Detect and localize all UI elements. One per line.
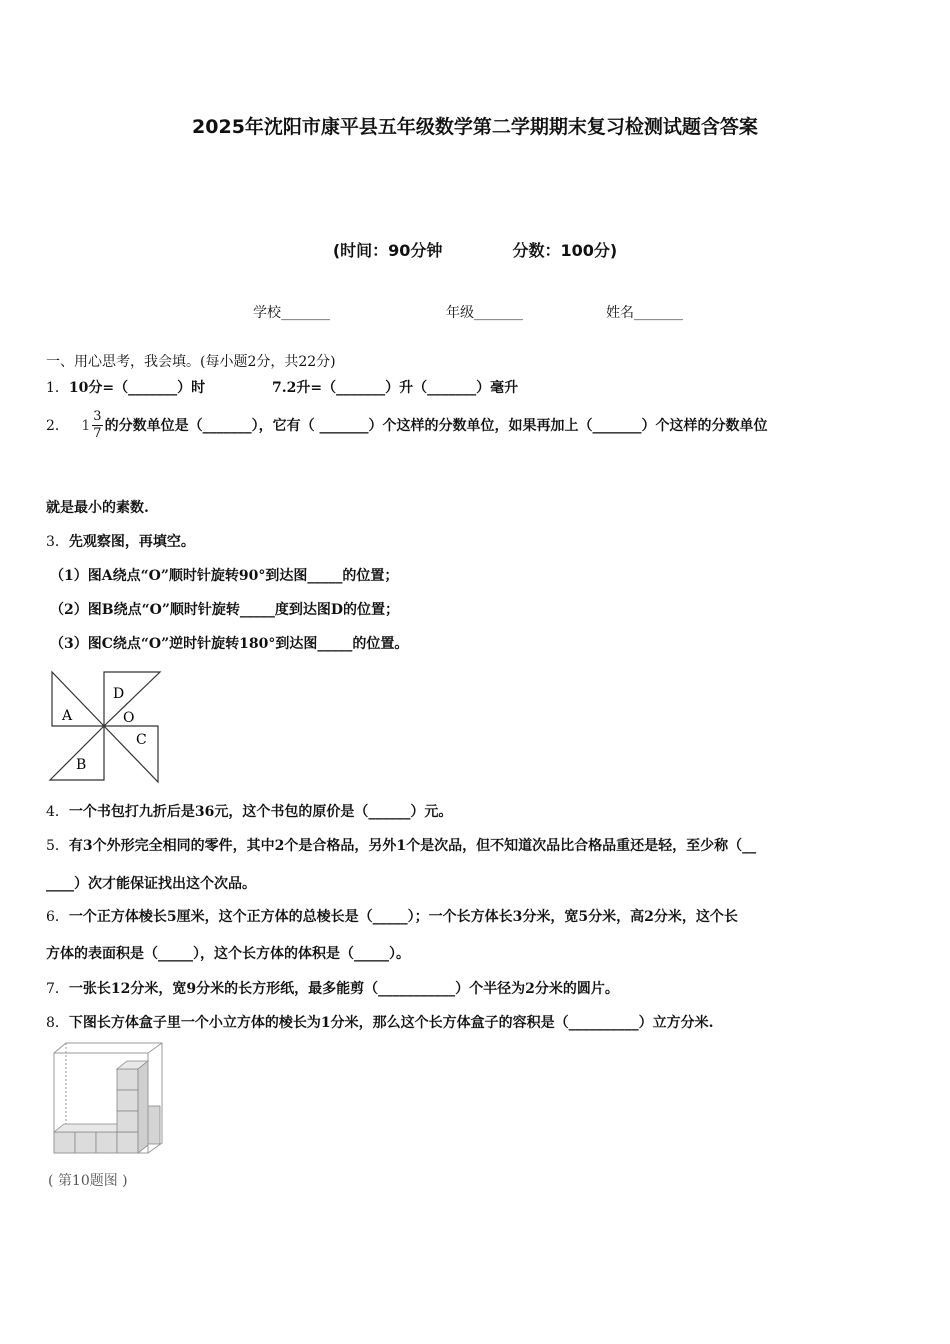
- exam-meta: [0, 238, 950, 261]
- question-number: 7．: [46, 981, 69, 997]
- q3-sub-3: （3）图C绕点“O”逆时针旋转180°到达图_____的位置。: [50, 636, 409, 652]
- question-1: [46, 377, 205, 397]
- question-4: [46, 801, 452, 821]
- name-field: 姓名_______: [606, 305, 683, 321]
- mixed-whole: 1: [81, 417, 91, 434]
- q1-part-a: 10分=（_______）时: [68, 380, 206, 396]
- question-number: 2．: [46, 417, 69, 434]
- cube-side: [148, 1106, 160, 1144]
- q8-text: 下图长方体盒子里一个小立方体的棱长为1分米，那么这个长方体盒子的容积是（__________）立方分米.: [68, 1015, 714, 1031]
- question-number: 6．: [46, 909, 69, 925]
- cube: [54, 1132, 75, 1153]
- question-number: 4．: [46, 804, 69, 820]
- q2-text-continued: 就是最小的素数.: [46, 500, 149, 516]
- triangle-a: [52, 672, 104, 726]
- school-field: 学校_______: [253, 305, 330, 321]
- total-score: 分数：100分): [512, 241, 618, 260]
- q3-sub-2: （2）图B绕点“O”顺时针旋转_____度到达图D的位置；: [50, 602, 400, 618]
- label-b: B: [76, 757, 87, 773]
- grade-field: 年级_______: [446, 305, 523, 321]
- q7-text: 一张长12分米，宽9分米的长方形纸，最多能剪（___________）个半径为2分米的圆片。: [68, 981, 619, 997]
- q3-sub-1: （1）图A绕点“O”顺时针旋转90°到达图_____的位置；: [50, 568, 399, 584]
- question-2: [46, 409, 767, 442]
- figure-caption: ( 第10题图 ): [48, 1173, 128, 1189]
- q6-text: 一个正方体棱长5厘米，这个正方体的总棱长是（_____）；一个长方体长3分米，宽5分米，高2分米，这个长: [68, 909, 738, 925]
- question-6: [46, 906, 738, 926]
- q4-text: 一个书包打九折后是36元，这个书包的原价是（______）元。: [68, 804, 453, 820]
- rotation-figure: [46, 668, 166, 786]
- label-a: A: [62, 708, 73, 724]
- box-figure: [50, 1040, 168, 1158]
- cube: [117, 1132, 138, 1153]
- label-d: D: [113, 686, 125, 702]
- fraction-numerator: 3: [93, 409, 102, 424]
- q2-text: 的分数单位是（_______），它有（ _______）个这样的分数单位，如果再加上（_______）个这样的分数单位: [104, 417, 768, 434]
- question-number: 3．: [46, 534, 69, 550]
- fraction-denominator: 7: [93, 426, 102, 441]
- label-c: C: [136, 732, 147, 748]
- q5-text-continued: ____）次才能保证找出这个次品。: [46, 876, 256, 892]
- cube: [117, 1069, 138, 1090]
- question-number: 5．: [46, 838, 69, 854]
- cube: [96, 1132, 117, 1153]
- box-edge: [148, 1043, 162, 1053]
- section-heading: 一、用心思考，我会填。(每小题2分，共22分): [46, 354, 336, 370]
- q1-part-b: 7.2升=（_______）升（_______）毫升: [272, 380, 519, 396]
- question-5: [46, 835, 756, 855]
- cube: [117, 1090, 138, 1111]
- question-number: 1．: [46, 380, 69, 396]
- question-7: [46, 978, 619, 998]
- time-limit: (时间：90分钟: [332, 241, 443, 260]
- question-3: [46, 531, 195, 551]
- q5-text: 有3个外形完全相同的零件，其中2个是合格品，另外1个是次品，但不知道次品比合格品重还是轻，至少称（__: [68, 838, 757, 854]
- fraction: [92, 409, 102, 442]
- triangle-c: [104, 726, 158, 782]
- question-number: 8．: [46, 1015, 69, 1031]
- q3-intro: 先观察图，再填空。: [68, 534, 195, 550]
- q6-text-continued: 方体的表面积是（_____），这个长方体的体积是（_____）。: [46, 946, 410, 962]
- page-title: 2025年沈阳市康平县五年级数学第二学期期末复习检测试题含答案: [192, 116, 758, 138]
- cube: [117, 1111, 138, 1132]
- cube-side: [138, 1061, 148, 1153]
- cube: [75, 1132, 96, 1153]
- question-8: [46, 1012, 714, 1032]
- label-o: O: [123, 710, 135, 726]
